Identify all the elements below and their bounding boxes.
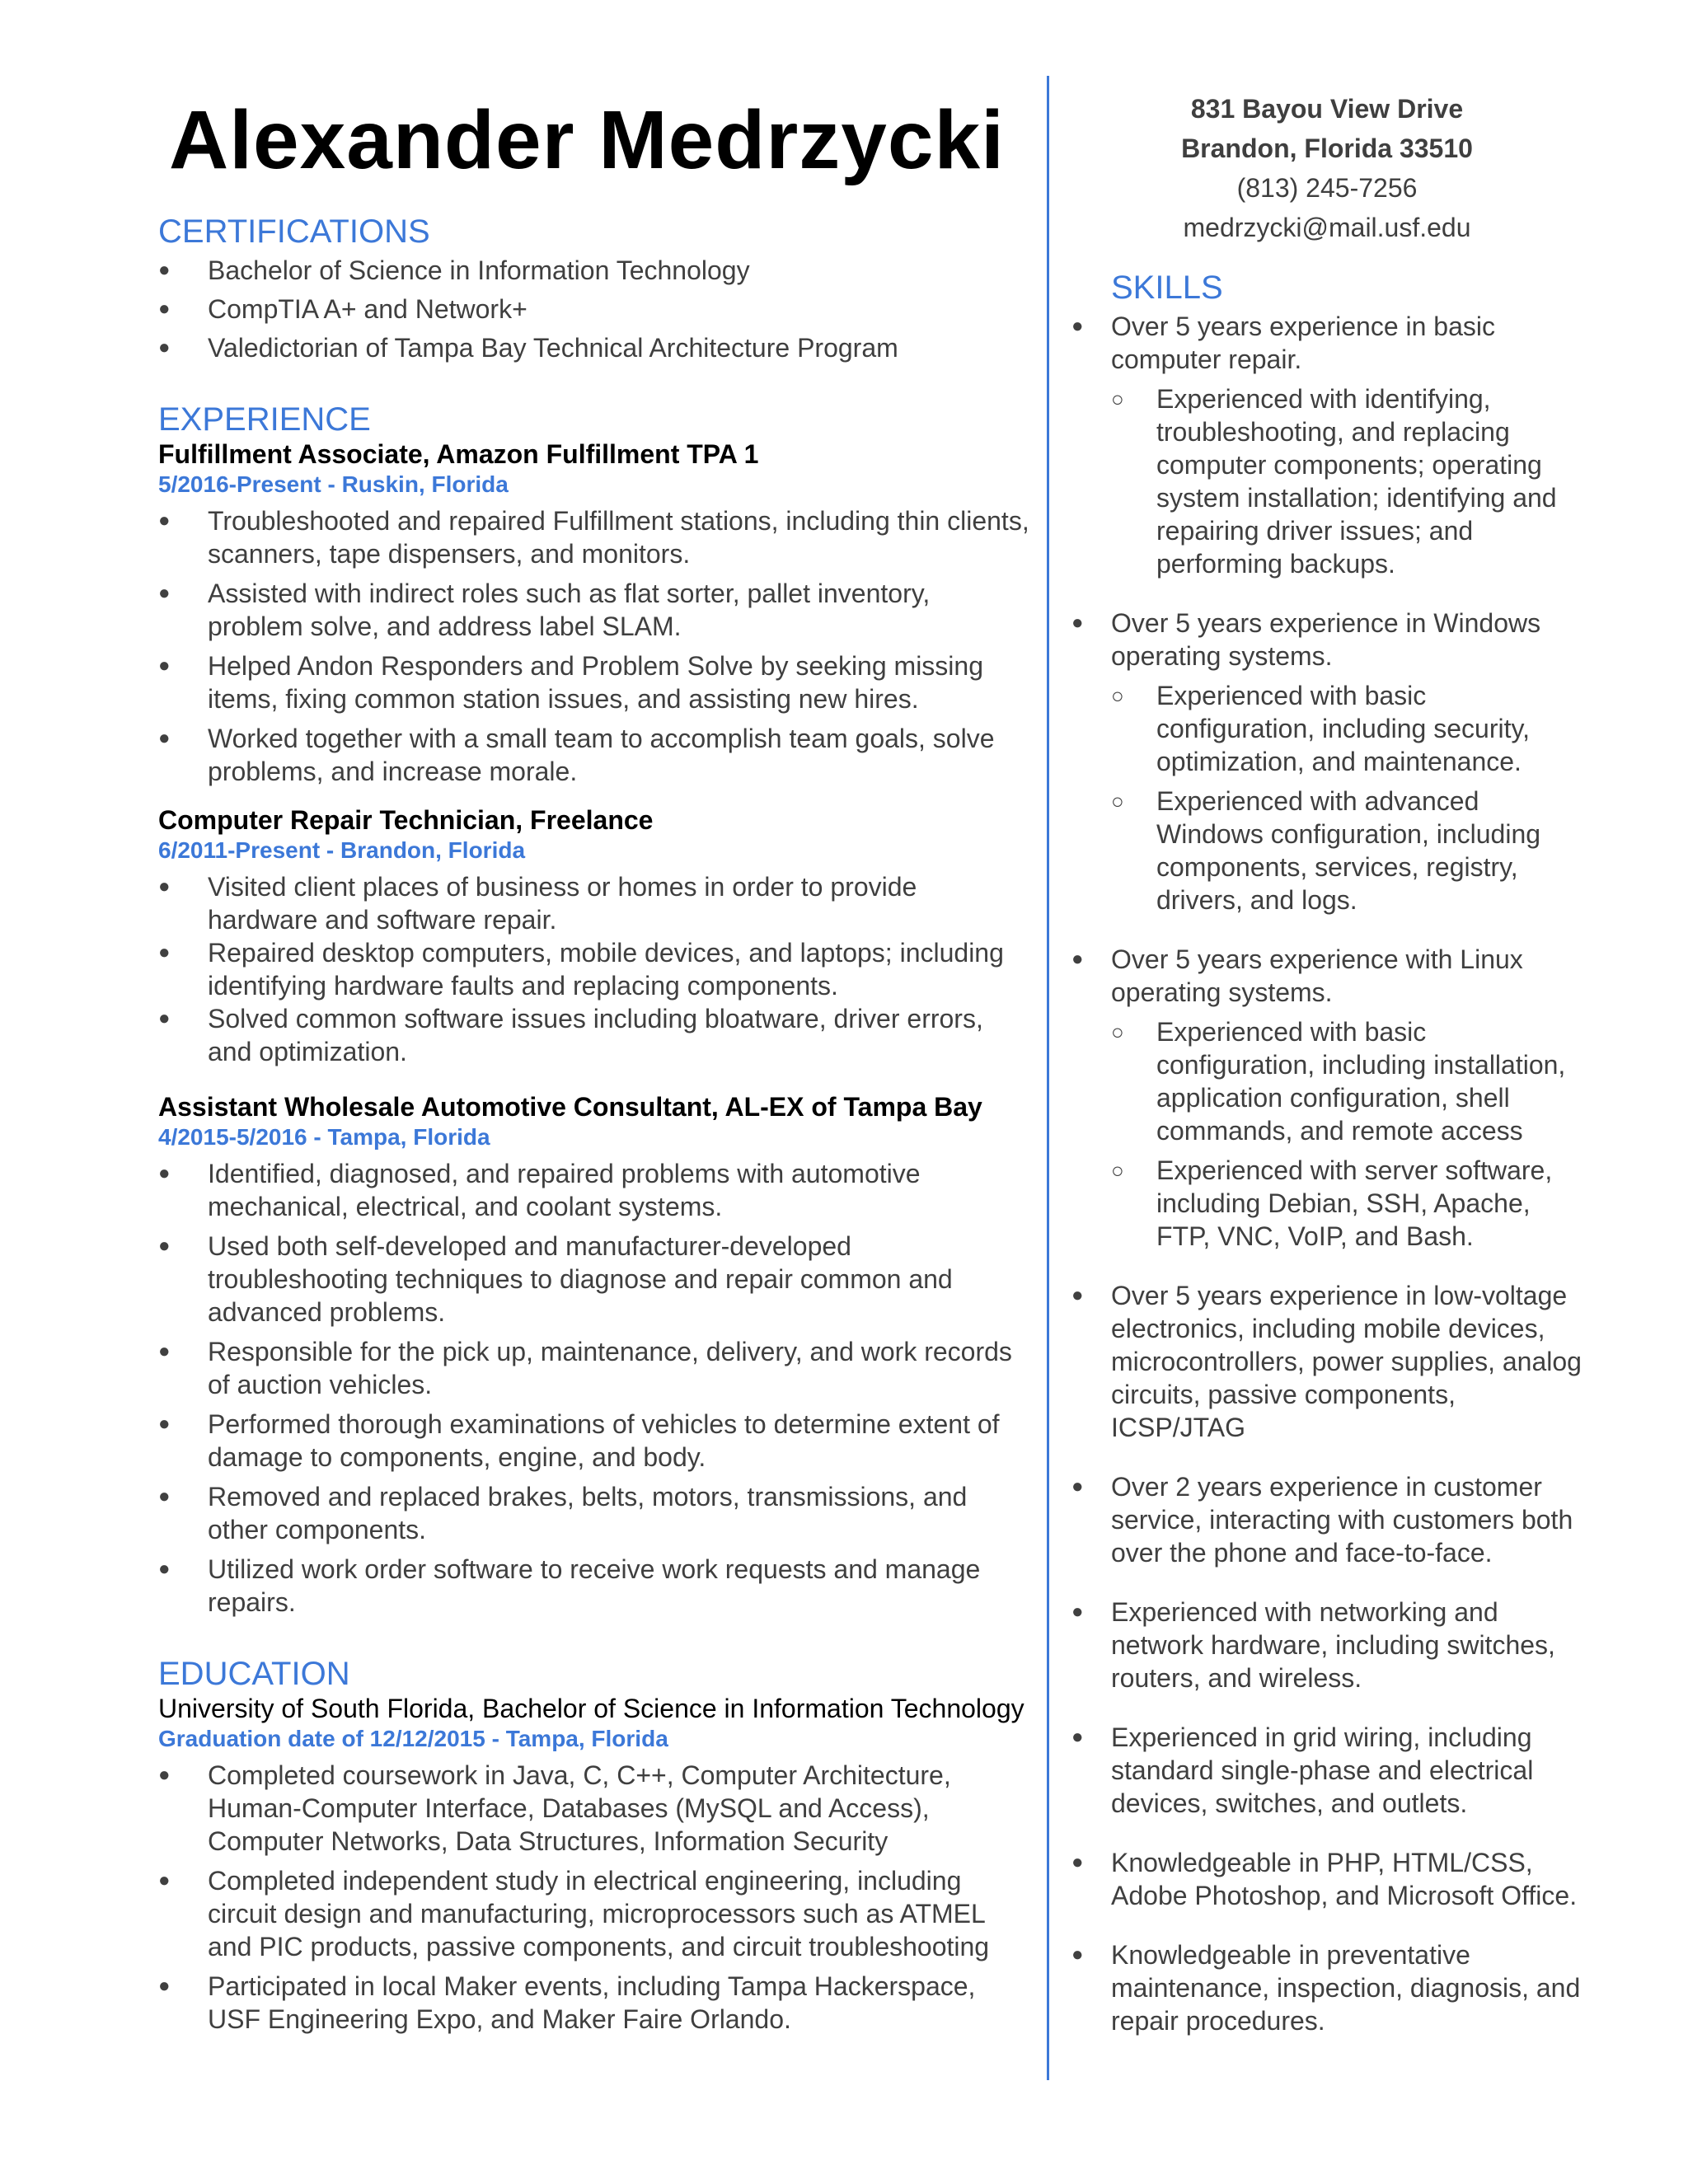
education-heading: EDUCATION: [158, 1656, 350, 1692]
list-item: ● Over 2 years experience in customer service, interacting with customers both over the phone and face-to-face.: [1071, 1472, 1573, 1568]
job-dates-location: 6/2011-Present - Brandon, Florida: [158, 837, 526, 863]
bullet-icon: ●: [1071, 1851, 1084, 1873]
bullet-icon: ●: [158, 941, 171, 963]
city-state-zip: Brandon, Florida 33510: [1181, 134, 1473, 163]
list-item: ● Completed coursework in Java, C, C++, Computer Architecture, Human-Computer Interface, Databases (MySQL and Access), Computer Networks, Data Structures, Information Security: [158, 1760, 951, 1856]
list-item: ● Bachelor of Science in Information Technology: [158, 255, 750, 285]
skills-heading: SKILLS: [1111, 269, 1223, 306]
list-item: ● Completed independent study in electrical engineering, including circuit design and manufacturing, microprocessors such as ATMEL and PIC products, passive components, and circuit troubleshooting: [158, 1866, 990, 1961]
bullet-icon: ●: [1071, 1601, 1084, 1623]
job-dates-location: 4/2015-5/2016 - Tampa, Florida: [158, 1124, 490, 1150]
experience-section: [158, 401, 1032, 1619]
bullet-icon: ●: [158, 1764, 171, 1786]
job-bullets: [158, 504, 1032, 788]
email-address: medrzycki@mail.usf.edu: [1183, 213, 1471, 242]
bullet-icon: ●: [158, 1558, 171, 1580]
job-bullets: [158, 1157, 1032, 1619]
left-column: [158, 91, 1032, 2042]
list-item: ● Responsible for the pick up, maintenance, delivery, and work records of auction vehicles.: [158, 1337, 1012, 1399]
bullet-icon: ●: [1071, 612, 1084, 634]
bullet-icon: ●: [158, 1413, 171, 1435]
job-title: Assistant Wholesale Automotive Consultant, AL-EX of Tampa Bay: [158, 1092, 982, 1122]
bullet-icon: ●: [1071, 1475, 1084, 1497]
bullet-icon: ●: [1071, 315, 1084, 337]
candidate-name: Alexander Medrzycki: [169, 94, 1005, 186]
job-entry: [158, 438, 1032, 788]
hollow-bullet-icon: ○: [1111, 789, 1124, 813]
hollow-bullet-icon: ○: [1111, 683, 1124, 708]
list-item: ● Troubleshooted and repaired Fulfillment stations, including thin clients, scanners, tape dispensers, and monitors.: [158, 506, 1029, 569]
certifications-section: [158, 213, 1032, 364]
education-section: [158, 1655, 1032, 2036]
sub-list: [1111, 382, 1582, 580]
sub-list-item: ○ Experienced with identifying, troubleshooting, and replacing computer components; operating system installation; identifying and repairing driver issues; and performing backups.: [1111, 384, 1557, 579]
list-item: ● Knowledgeable in PHP, HTML/CSS, Adobe Photoshop, and Microsoft Office.: [1071, 1848, 1578, 1910]
graduation-date-location: Graduation date of 12/12/2015 - Tampa, Florida: [158, 1726, 668, 1751]
list-item: ● Utilized work order software to receive work requests and manage repairs.: [158, 1554, 981, 1617]
sub-list-item: ○ Experienced with basic configuration, including installation, application configuration, shell commands, and remote access: [1111, 1017, 1566, 1146]
list-item: ● Over 5 years experience in basic computer repair. ○ Experienced with identifying, troubleshooting, and replacing computer components; operating system installation; identifying and repairing driver issues; and performing backups.: [1071, 310, 1582, 580]
bullet-icon: ●: [158, 509, 171, 532]
job-dates-location: 5/2016-Present - Ruskin, Florida: [158, 471, 509, 497]
right-column: [1071, 89, 1582, 2064]
list-item: ● Over 5 years experience with Linux operating systems. ○ Experienced with basic configuration, including installation, application configuration, shell commands, and remote access ○ Experienced with server software, including Debian, SSH, Apache, FTP, VNC, VoIP, and Bash.: [1071, 943, 1582, 1253]
bullet-icon: ●: [1071, 1726, 1084, 1748]
list-item: ● Knowledgeable in preventative maintenance, inspection, diagnosis, and repair procedures.: [1071, 1940, 1581, 2036]
sub-list: [1111, 1015, 1582, 1253]
sub-list: [1111, 679, 1582, 916]
list-item: ● Valedictorian of Tampa Bay Technical Architecture Program: [158, 333, 898, 363]
phone-number: (813) 245-7256: [1236, 173, 1418, 203]
experience-heading: EXPERIENCE: [158, 401, 371, 438]
street-address: 831 Bayou View Drive: [1190, 94, 1464, 124]
job-title: Fulfillment Associate, Amazon Fulfillment TPA 1: [158, 439, 759, 469]
bullet-icon: ●: [158, 259, 171, 281]
list-item: ● Identified, diagnosed, and repaired problems with automotive mechanical, electrical, and coolant systems.: [158, 1159, 921, 1221]
list-item: ● Helped Andon Responders and Problem Solve by seeking missing items, fixing common station issues, and assisting new hires.: [158, 651, 983, 714]
bullet-icon: ●: [158, 654, 171, 677]
sub-list-item: ○ Experienced with basic configuration, including security, optimization, and maintenance.: [1111, 681, 1530, 776]
bullet-icon: ●: [158, 1007, 171, 1029]
bullet-icon: ●: [158, 1485, 171, 1507]
list-item: ● Used both self-developed and manufacturer-developed troubleshooting techniques to diagnose and repair common and advanced problems.: [158, 1231, 953, 1327]
list-item: ● Experienced with networking and network hardware, including switches, routers, and wireless.: [1071, 1597, 1555, 1693]
list-item: ● Assisted with indirect roles such as flat sorter, pallet inventory, problem solve, and address label SLAM.: [158, 579, 931, 641]
column-divider: [1047, 76, 1049, 2080]
list-item: ● Visited client places of business or homes in order to provide hardware and software repair.: [158, 872, 917, 935]
hollow-bullet-icon: ○: [1111, 1158, 1124, 1183]
bullet-icon: ●: [158, 1975, 171, 1997]
job-entry: [158, 804, 1032, 1068]
list-item: ● Over 5 years experience in low-voltage electronics, including mobile devices, microcontrollers, power supplies, analog circuits, passive components, ICSP/JTAG: [1071, 1281, 1582, 1442]
list-item: ● Repaired desktop computers, mobile devices, and laptops; including identifying hardware faults and replacing components.: [158, 938, 1004, 1001]
list-item: ● Removed and replaced brakes, belts, motors, transmissions, and other components.: [158, 1482, 968, 1544]
list-item: ● Over 5 years experience in Windows operating systems. ○ Experienced with basic configuration, including security, optimization, and maintenance. ○ Experienced with advanced Windows configuration, including components, services, registry, drivers, and logs.: [1071, 607, 1582, 916]
certifications-heading: CERTIFICATIONS: [158, 213, 430, 250]
list-item: ● Performed thorough examinations of vehicles to determine extent of damage to components, engine, and body.: [158, 1409, 1000, 1472]
bullet-icon: ●: [158, 875, 171, 898]
bullet-icon: ●: [158, 727, 171, 749]
bullet-icon: ●: [1071, 948, 1084, 970]
sub-list-item: ○ Experienced with server software, including Debian, SSH, Apache, FTP, VNC, VoIP, and Bash.: [1111, 1155, 1553, 1251]
skills-section: [1071, 269, 1582, 2037]
bullet-icon: ●: [1071, 1943, 1084, 1966]
education-bullets: [158, 1759, 1032, 2036]
bullet-icon: ●: [1071, 1284, 1084, 1306]
job-bullets: [158, 870, 1032, 1068]
bullet-icon: ●: [158, 298, 171, 320]
contact-block: [1071, 89, 1582, 247]
bullet-icon: ●: [158, 1235, 171, 1257]
bullet-icon: ●: [158, 582, 171, 604]
degree-title: University of South Florida, Bachelor of Science in Information Technology: [158, 1694, 1025, 1723]
bullet-icon: ●: [158, 336, 171, 359]
list-item: ● Experienced in grid wiring, including standard single-phase and electrical devices, switches, and outlets.: [1071, 1722, 1534, 1818]
bullet-icon: ●: [158, 1162, 171, 1184]
bullet-icon: ●: [158, 1869, 171, 1891]
sub-list-item: ○ Experienced with advanced Windows configuration, including components, services, registry, drivers, and logs.: [1111, 786, 1541, 915]
job-entry: [158, 1091, 1032, 1619]
bullet-icon: ●: [158, 1340, 171, 1362]
list-item: ● Participated in local Maker events, including Tampa Hackerspace, USF Engineering Expo, and Maker Faire Orlando.: [158, 1971, 976, 2034]
list-item: ● Worked together with a small team to accomplish team goals, solve problems, and increase morale.: [158, 724, 995, 786]
skills-list: [1071, 310, 1582, 2037]
job-title: Computer Repair Technician, Freelance: [158, 805, 654, 835]
certifications-list: [158, 254, 1032, 364]
list-item: ● CompTIA A+ and Network+: [158, 294, 528, 324]
hollow-bullet-icon: ○: [1111, 1019, 1124, 1044]
list-item: ● Solved common software issues including bloatware, driver errors, and optimization.: [158, 1004, 983, 1066]
hollow-bullet-icon: ○: [1111, 387, 1124, 411]
